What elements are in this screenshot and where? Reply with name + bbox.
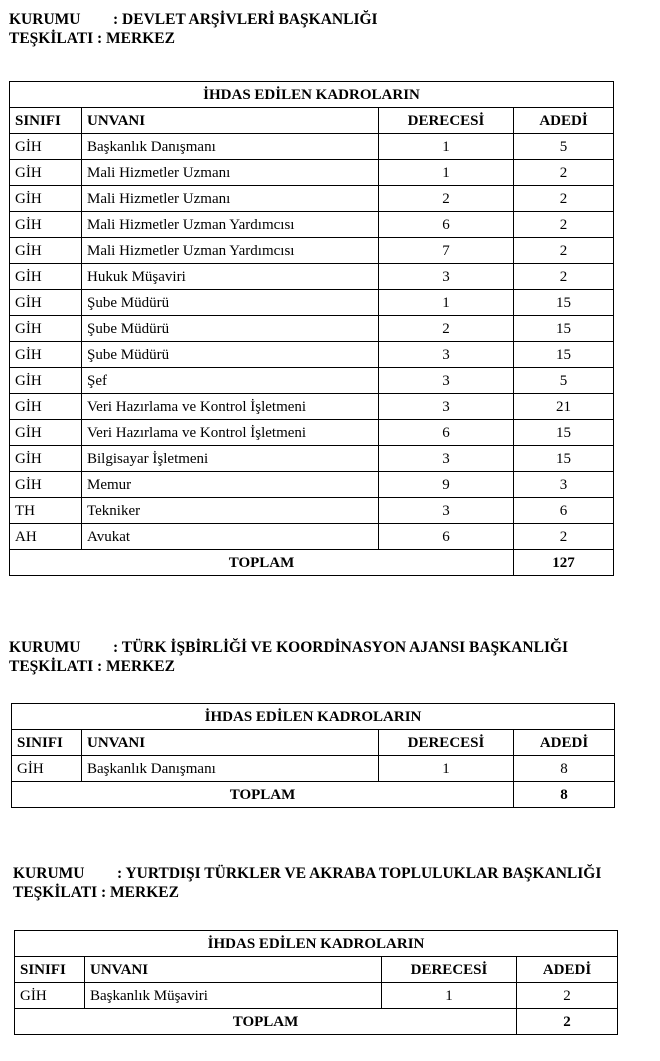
header-unvani: UNVANI <box>82 730 379 756</box>
kurumu-label: KURUMU <box>9 639 81 656</box>
table-row <box>10 524 614 550</box>
total-row <box>15 1009 618 1035</box>
total-label: TOPLAM <box>12 782 514 808</box>
cell-derecesi: 7 <box>379 238 514 264</box>
cell-derecesi: 3 <box>379 368 514 394</box>
teskilati-label: TEŞKİLATI <box>9 658 94 675</box>
cell-sinifi: AH <box>10 524 82 550</box>
cell-unvani: Mali Hizmetler Uzmanı <box>82 160 379 186</box>
cell-derecesi: 6 <box>379 420 514 446</box>
cell-unvani: Şube Müdürü <box>82 290 379 316</box>
cell-unvani: Veri Hazırlama ve Kontrol İşletmeni <box>82 394 379 420</box>
cell-adedi: 15 <box>514 316 614 342</box>
cell-adedi: 2 <box>514 186 614 212</box>
cell-unvani: Mali Hizmetler Uzmanı <box>82 186 379 212</box>
cell-adedi: 15 <box>514 290 614 316</box>
cell-adedi: 21 <box>514 394 614 420</box>
teskilati-line <box>9 29 175 48</box>
table-row <box>10 342 614 368</box>
cell-unvani: Avukat <box>82 524 379 550</box>
kurumu-value: : YURTDIŞI TÜRKLER VE AKRABA TOPLULUKLAR BAŞKANLIĞI <box>117 865 602 882</box>
cell-unvani: Mali Hizmetler Uzman Yardımcısı <box>82 212 379 238</box>
table-row <box>10 472 614 498</box>
kurumu-label: KURUMU <box>9 11 81 28</box>
cell-derecesi: 2 <box>379 186 514 212</box>
kurumu-label: KURUMU <box>13 865 85 882</box>
cell-derecesi: 3 <box>379 342 514 368</box>
cell-adedi: 15 <box>514 420 614 446</box>
header-derecesi: DERECESİ <box>379 108 514 134</box>
table-row <box>12 756 615 782</box>
teskilati-value: : MERKEZ <box>97 658 175 675</box>
cell-sinifi: GİH <box>10 316 82 342</box>
table-title: İHDAS EDİLEN KADROLARIN <box>10 82 614 108</box>
total-row <box>12 782 615 808</box>
table-row <box>10 134 614 160</box>
cell-unvani: Başkanlık Danışmanı <box>82 756 379 782</box>
cell-sinifi: GİH <box>12 756 82 782</box>
table-row <box>10 394 614 420</box>
total-label: TOPLAM <box>15 1009 517 1035</box>
cell-derecesi: 6 <box>379 524 514 550</box>
cell-adedi: 15 <box>514 446 614 472</box>
cell-adedi: 2 <box>514 212 614 238</box>
cell-adedi: 2 <box>514 524 614 550</box>
teskilati-label: TEŞKİLATI <box>9 30 94 47</box>
cell-adedi: 6 <box>514 498 614 524</box>
table-title: İHDAS EDİLEN KADROLARIN <box>12 704 615 730</box>
cell-sinifi: GİH <box>10 446 82 472</box>
teskilati-value: : MERKEZ <box>101 884 179 901</box>
cell-sinifi: GİH <box>10 186 82 212</box>
cell-sinifi: GİH <box>10 368 82 394</box>
teskilati-line <box>9 657 175 676</box>
kurumu-value: : TÜRK İŞBİRLİĞİ VE KOORDİNASYON AJANSI BAŞKANLIĞI <box>113 639 569 656</box>
cell-sinifi: GİH <box>10 290 82 316</box>
cell-unvani: Bilgisayar İşletmeni <box>82 446 379 472</box>
cell-sinifi: GİH <box>10 160 82 186</box>
cell-sinifi: GİH <box>10 472 82 498</box>
cell-derecesi: 2 <box>379 316 514 342</box>
total-value: 8 <box>514 782 615 808</box>
table-row <box>10 186 614 212</box>
cell-derecesi: 3 <box>379 446 514 472</box>
header-sinifi: SINIFI <box>15 957 85 983</box>
cell-adedi: 5 <box>514 134 614 160</box>
cell-adedi: 2 <box>514 264 614 290</box>
kurumu-line <box>13 864 601 883</box>
cell-adedi: 2 <box>514 238 614 264</box>
table-header-row <box>15 957 618 983</box>
cell-sinifi: TH <box>10 498 82 524</box>
total-row <box>10 550 614 576</box>
cell-adedi: 5 <box>514 368 614 394</box>
cell-derecesi: 9 <box>379 472 514 498</box>
cell-derecesi: 6 <box>379 212 514 238</box>
table-row <box>10 212 614 238</box>
cell-sinifi: GİH <box>10 212 82 238</box>
table-row <box>10 160 614 186</box>
kurumu-line <box>9 638 568 657</box>
cell-sinifi: GİH <box>10 420 82 446</box>
kadro-table <box>9 81 614 576</box>
header-adedi: ADEDİ <box>514 108 614 134</box>
kurumu-value: : DEVLET ARŞİVLERİ BAŞKANLIĞI <box>113 11 378 28</box>
header-adedi: ADEDİ <box>514 730 615 756</box>
kurumu-line <box>9 10 378 29</box>
cell-sinifi: GİH <box>10 342 82 368</box>
header-sinifi: SINIFI <box>10 108 82 134</box>
cell-sinifi: GİH <box>15 983 85 1009</box>
cell-derecesi: 1 <box>379 160 514 186</box>
cell-adedi: 8 <box>514 756 615 782</box>
cell-unvani: Mali Hizmetler Uzman Yardımcısı <box>82 238 379 264</box>
cell-unvani: Şube Müdürü <box>82 342 379 368</box>
cell-sinifi: GİH <box>10 238 82 264</box>
cell-derecesi: 1 <box>379 756 514 782</box>
table-title: İHDAS EDİLEN KADROLARIN <box>15 931 618 957</box>
teskilati-line <box>13 883 179 902</box>
table-row <box>10 238 614 264</box>
table-row <box>10 264 614 290</box>
header-derecesi: DERECESİ <box>379 730 514 756</box>
table-row <box>10 368 614 394</box>
cell-unvani: Başkanlık Danışmanı <box>82 134 379 160</box>
cell-adedi: 2 <box>517 983 618 1009</box>
cell-unvani: Memur <box>82 472 379 498</box>
table-row <box>10 446 614 472</box>
cell-unvani: Şef <box>82 368 379 394</box>
header-derecesi: DERECESİ <box>382 957 517 983</box>
cell-derecesi: 1 <box>382 983 517 1009</box>
cell-unvani: Başkanlık Müşaviri <box>85 983 382 1009</box>
cell-sinifi: GİH <box>10 264 82 290</box>
table-row <box>10 498 614 524</box>
table-header-row <box>12 730 615 756</box>
cell-adedi: 15 <box>514 342 614 368</box>
cell-unvani: Şube Müdürü <box>82 316 379 342</box>
total-value: 127 <box>514 550 614 576</box>
cell-unvani: Tekniker <box>82 498 379 524</box>
table-row <box>10 290 614 316</box>
cell-derecesi: 3 <box>379 264 514 290</box>
total-label: TOPLAM <box>10 550 514 576</box>
cell-unvani: Hukuk Müşaviri <box>82 264 379 290</box>
cell-derecesi: 1 <box>379 290 514 316</box>
table-row <box>10 420 614 446</box>
cell-derecesi: 3 <box>379 498 514 524</box>
cell-sinifi: GİH <box>10 394 82 420</box>
cell-derecesi: 3 <box>379 394 514 420</box>
header-unvani: UNVANI <box>82 108 379 134</box>
total-value: 2 <box>517 1009 618 1035</box>
table-header-row <box>10 108 614 134</box>
table-row <box>15 983 618 1009</box>
kadro-table <box>14 930 618 1035</box>
cell-sinifi: GİH <box>10 134 82 160</box>
cell-adedi: 2 <box>514 160 614 186</box>
cell-unvani: Veri Hazırlama ve Kontrol İşletmeni <box>82 420 379 446</box>
header-unvani: UNVANI <box>85 957 382 983</box>
table-row <box>10 316 614 342</box>
teskilati-label: TEŞKİLATI <box>13 884 98 901</box>
teskilati-value: : MERKEZ <box>97 30 175 47</box>
header-sinifi: SINIFI <box>12 730 82 756</box>
cell-adedi: 3 <box>514 472 614 498</box>
header-adedi: ADEDİ <box>517 957 618 983</box>
kadro-table <box>11 703 615 808</box>
cell-derecesi: 1 <box>379 134 514 160</box>
